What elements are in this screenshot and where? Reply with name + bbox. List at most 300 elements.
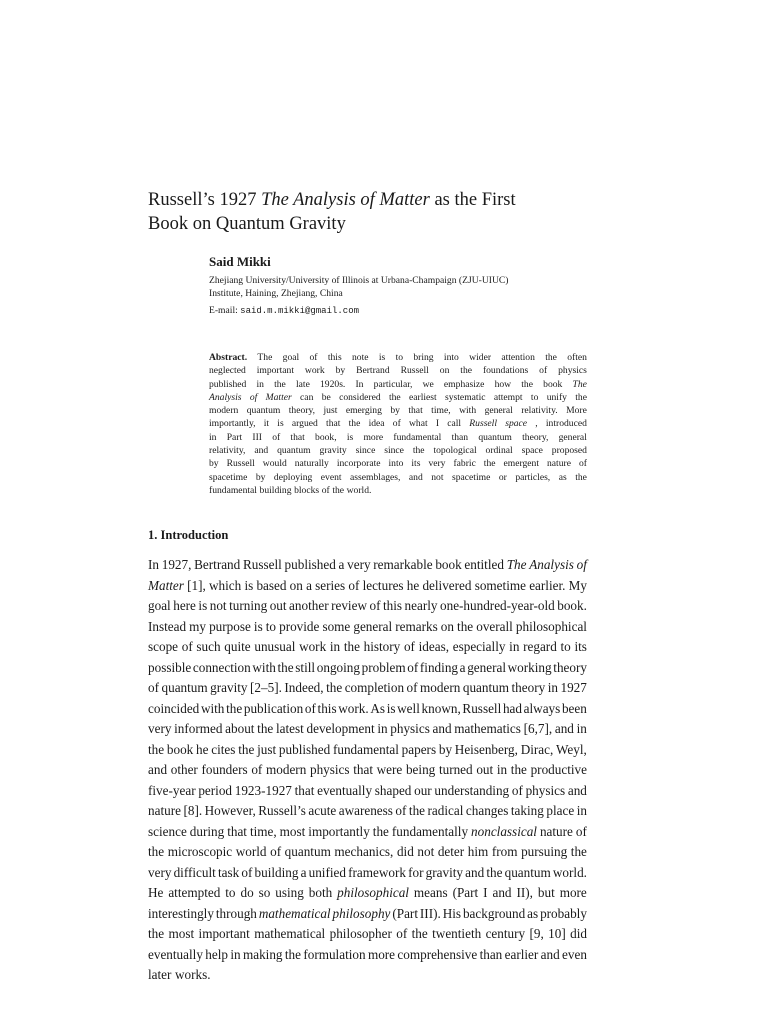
word: of — [392, 418, 401, 430]
word: scope — [148, 639, 179, 654]
body-line — [148, 760, 587, 781]
word: Russell — [400, 365, 429, 377]
word: of — [249, 391, 258, 403]
word: published — [278, 741, 331, 757]
word: most — [279, 823, 306, 839]
word: He — [148, 885, 164, 900]
word: neglected — [209, 365, 246, 377]
word: formulation — [303, 946, 366, 962]
word: relativity. — [521, 405, 558, 417]
word: quantum — [246, 405, 281, 417]
word: making — [242, 946, 283, 962]
body-line — [148, 904, 587, 925]
word: the — [257, 721, 274, 736]
word: be — [321, 391, 331, 403]
word: on — [289, 577, 303, 593]
word: building — [254, 864, 299, 880]
word: The — [257, 352, 273, 363]
word: ideas, — [418, 639, 450, 654]
word: well — [397, 700, 420, 716]
body-line — [148, 740, 587, 761]
word: pursuing — [521, 844, 568, 859]
word: which — [209, 577, 242, 593]
word: (Part — [392, 905, 418, 921]
word: world. — [552, 864, 587, 880]
word: framework — [348, 864, 406, 880]
word: gravity — [210, 680, 248, 695]
word: philosophical — [337, 885, 409, 900]
abstract-line — [209, 417, 587, 430]
word: in — [576, 803, 587, 818]
word: of — [270, 844, 282, 859]
word: quantum — [478, 431, 512, 443]
word: fundamental — [209, 484, 257, 496]
word: for — [408, 864, 424, 880]
word: of — [251, 762, 263, 777]
body-line — [148, 781, 587, 802]
word: importantly, — [209, 418, 256, 430]
word: [2–5]. — [250, 680, 282, 695]
word: the — [408, 803, 426, 818]
word: general — [558, 431, 587, 443]
word: of — [406, 680, 418, 695]
word: series — [315, 577, 346, 593]
word: nature — [539, 823, 573, 839]
word: emphasize — [443, 378, 485, 390]
word: More — [566, 405, 587, 417]
word: and — [408, 471, 423, 483]
word: the — [372, 823, 389, 839]
word: sometime — [474, 577, 526, 593]
word: just — [257, 741, 277, 757]
title-text: Russell’s 1927 — [148, 190, 262, 210]
word: been — [561, 700, 587, 716]
word: help — [205, 946, 228, 962]
word: ongoing — [316, 659, 360, 675]
word: earlier. — [529, 577, 566, 593]
word: As — [370, 700, 386, 716]
word: can — [300, 391, 314, 403]
body-line — [148, 801, 587, 822]
word: modern — [420, 680, 461, 695]
word: fundamentally — [391, 823, 469, 839]
word: earlier — [504, 946, 539, 962]
word: interestingly — [148, 905, 214, 921]
word: most — [168, 926, 195, 941]
word: theory, — [288, 405, 316, 417]
word: overall — [476, 618, 513, 634]
word: mechanics, — [334, 844, 394, 859]
word: (Part — [452, 885, 479, 900]
word: [8]. — [183, 803, 203, 818]
word: since — [384, 445, 404, 457]
word: is — [346, 431, 354, 443]
affiliation-line: Institute, Haining, Zhejiang, China — [209, 288, 343, 299]
word: general — [467, 659, 506, 675]
word: particles, — [515, 471, 551, 483]
word: than — [451, 431, 469, 443]
word: importantly — [308, 823, 370, 839]
word: Part — [226, 431, 243, 443]
word: [1], — [187, 577, 206, 593]
word: Russell — [462, 700, 502, 716]
word: even — [562, 946, 587, 962]
word: not — [417, 844, 435, 859]
word: background — [462, 905, 526, 921]
word: finding — [419, 659, 459, 675]
word: physics — [390, 721, 430, 736]
word: of — [241, 864, 253, 880]
word: gravity — [425, 864, 463, 880]
word: in — [377, 721, 388, 736]
word: task — [217, 864, 240, 880]
word: the — [343, 639, 360, 654]
word: the — [412, 445, 425, 457]
word: fundamental — [393, 431, 442, 443]
word: Bertrand — [194, 557, 241, 572]
word: awareness — [338, 803, 393, 818]
word: philosophy — [332, 905, 391, 921]
word: entitled — [464, 557, 504, 572]
word: Indeed, — [284, 680, 324, 695]
word: latest — [275, 721, 304, 736]
word: in — [329, 639, 341, 654]
word: understanding — [434, 782, 510, 798]
abstract — [209, 351, 587, 497]
word: not — [431, 471, 444, 483]
word: of — [272, 431, 281, 443]
word: incorporate — [336, 458, 381, 470]
word: and — [540, 946, 560, 962]
body-line — [148, 842, 587, 863]
word: Russell — [242, 557, 282, 572]
word: purpose — [209, 618, 251, 634]
word: on — [439, 365, 450, 377]
word: time, — [249, 823, 277, 839]
word: I — [483, 885, 488, 900]
word: Abstract. — [209, 352, 248, 363]
word: out — [269, 598, 287, 613]
word: philosopher — [329, 926, 392, 941]
word: him — [467, 844, 489, 859]
word: very — [148, 864, 172, 880]
abstract-line — [209, 444, 587, 457]
word: world — [235, 844, 267, 859]
word: of — [578, 458, 587, 470]
word: completion — [344, 680, 405, 695]
word: twentieth — [432, 926, 482, 941]
body-line — [148, 555, 587, 576]
word: [6,7], — [523, 721, 553, 736]
word: its — [574, 639, 587, 654]
title-text: as the First — [429, 190, 516, 210]
word: book. — [557, 598, 587, 613]
word: with — [200, 700, 225, 716]
word: Weyl, — [556, 741, 587, 757]
title-book-name: The Analysis of Matter — [261, 190, 430, 210]
word: mathematical — [258, 905, 331, 921]
word: more — [363, 431, 384, 443]
abstract-line — [209, 471, 587, 484]
word: world. — [346, 484, 372, 496]
word: a — [459, 659, 466, 675]
word: general — [484, 405, 513, 417]
word: of — [511, 782, 523, 798]
word: III). — [419, 905, 441, 921]
word: to — [225, 885, 236, 900]
word: 1927 — [560, 680, 587, 695]
word: 10] — [548, 926, 566, 941]
word: a — [338, 557, 345, 572]
word: unusual — [254, 639, 296, 654]
word: founders — [201, 762, 248, 777]
word: that — [294, 782, 315, 798]
word: of — [403, 639, 415, 654]
word: to — [560, 639, 571, 654]
word: Russell — [469, 418, 498, 430]
word: physics — [525, 782, 566, 798]
word: about — [225, 721, 255, 736]
word: mathematical — [254, 926, 326, 941]
word: My — [568, 577, 587, 593]
body-line — [148, 596, 587, 617]
word: of — [576, 557, 587, 572]
word: the — [274, 378, 286, 390]
word: introduced — [545, 418, 587, 430]
word: means — [413, 885, 448, 900]
body-line — [148, 699, 587, 720]
word: works. — [175, 967, 211, 982]
word: quantum — [277, 445, 311, 457]
word: and — [432, 721, 452, 736]
word: it — [263, 418, 270, 430]
word: probably — [540, 905, 587, 921]
word: the — [521, 378, 533, 390]
word: 1923-1927 — [234, 782, 292, 798]
word: the — [348, 418, 361, 430]
word: Heisenberg, — [454, 741, 518, 757]
word: foundations — [482, 365, 529, 377]
abstract-line — [209, 364, 587, 377]
word: to — [265, 618, 277, 634]
word: systematic — [445, 391, 486, 403]
email-address[interactable]: said.m.mikki@gmail.com — [240, 306, 359, 316]
word: Matter — [265, 391, 292, 403]
word: period — [198, 782, 233, 798]
word: on — [440, 618, 454, 634]
word: in — [509, 639, 520, 654]
word: five-year — [148, 782, 196, 798]
abstract-line — [209, 351, 587, 364]
word: relativity, — [209, 445, 246, 457]
word: quantum — [284, 844, 331, 859]
word: is — [386, 700, 396, 716]
word: science — [148, 823, 187, 839]
word: note — [352, 352, 369, 363]
word: nonclassical — [471, 823, 537, 839]
affiliation-line: Zhejiang University/University of Illinois at Urbana-Champaign (ZJU-UIUC) — [209, 275, 509, 286]
word: based — [256, 577, 287, 593]
word: Bertrand — [356, 365, 390, 377]
word: topological — [433, 445, 477, 457]
word: space — [521, 445, 543, 457]
word: fabric — [453, 458, 476, 470]
word: microscopic — [167, 844, 233, 859]
word: in — [209, 431, 217, 443]
word: this — [317, 700, 337, 716]
word: nature — [547, 458, 571, 470]
body-line — [148, 822, 587, 843]
word: often — [567, 352, 587, 363]
abstract-line — [209, 457, 587, 470]
word: is — [244, 577, 254, 593]
email-label: E-mail: — [209, 305, 241, 316]
word: just — [323, 405, 338, 417]
word: regard — [523, 639, 557, 654]
word: of — [304, 700, 316, 716]
word: lectures — [362, 577, 404, 593]
word: eventually — [317, 782, 373, 798]
word: my — [189, 618, 207, 634]
word: that — [353, 762, 373, 777]
word: and — [148, 762, 168, 777]
word: is — [198, 598, 208, 613]
word: [9, — [529, 926, 544, 941]
word: emerging — [345, 405, 382, 417]
word: idea — [368, 418, 385, 430]
word: century — [485, 926, 526, 941]
word: both — [308, 885, 333, 900]
body-line — [148, 719, 587, 740]
word: delivered — [422, 577, 472, 593]
word: building — [259, 484, 292, 496]
word: important — [198, 926, 250, 941]
word: quantum — [161, 680, 208, 695]
word: that — [408, 405, 423, 417]
word: what — [408, 418, 428, 430]
word: provide — [279, 618, 320, 634]
word: nature — [148, 803, 181, 818]
word: by — [335, 365, 346, 377]
word: using — [275, 885, 304, 900]
word: III — [252, 431, 262, 443]
paper-title — [148, 188, 608, 236]
word: the — [575, 391, 587, 403]
word: that — [326, 418, 341, 430]
body-line — [148, 658, 587, 679]
word: another — [289, 598, 329, 613]
word: His — [442, 905, 462, 921]
word: that — [290, 431, 305, 443]
body-line — [148, 617, 587, 638]
body-line — [148, 965, 587, 986]
word: space — [505, 418, 528, 430]
word: of — [369, 598, 381, 613]
word: more — [559, 885, 587, 900]
word: taking — [510, 803, 544, 818]
word: 1920s. — [320, 378, 346, 390]
word: of — [321, 484, 330, 496]
word: comprehensive — [397, 946, 478, 962]
word: than — [479, 946, 503, 962]
body-line — [148, 863, 587, 884]
word: here — [173, 598, 196, 613]
word: of — [181, 639, 193, 654]
word: a — [306, 577, 312, 593]
word: book, — [315, 431, 337, 443]
word: working — [507, 659, 552, 675]
word: quite — [224, 639, 251, 654]
word: to — [530, 391, 539, 403]
word: II), — [516, 885, 533, 900]
word: of — [407, 659, 419, 675]
word: ordinal — [485, 445, 513, 457]
word: earliest — [408, 391, 437, 403]
word: bring — [413, 352, 434, 363]
word: mathematics — [454, 721, 521, 736]
word: problem — [361, 659, 406, 675]
word: by — [255, 471, 266, 483]
word: work — [304, 365, 325, 377]
word: unified — [308, 864, 346, 880]
word: did — [570, 926, 587, 941]
word: the — [457, 618, 474, 634]
word: the — [510, 762, 527, 777]
word: still — [295, 659, 316, 675]
word: did — [396, 844, 414, 859]
word: philosophical — [515, 618, 587, 634]
word: with — [459, 405, 477, 417]
word: remarkable — [373, 557, 433, 572]
word: a — [300, 864, 307, 880]
word: he — [196, 741, 209, 757]
word: this — [327, 352, 342, 363]
word: gravity — [319, 445, 347, 457]
word: blocks — [294, 484, 320, 496]
word: this — [382, 598, 403, 613]
word: such — [196, 639, 221, 654]
word: attempted — [168, 885, 221, 900]
word: is — [378, 352, 386, 363]
word: possible — [148, 659, 192, 675]
word: Analysis — [209, 391, 242, 403]
word: In — [355, 378, 364, 390]
word: theory — [511, 680, 546, 695]
word: call — [447, 418, 462, 430]
abstract-line — [209, 431, 587, 444]
word: productive — [530, 762, 587, 777]
word: Matter — [148, 577, 184, 593]
word: the — [570, 844, 587, 859]
word: the — [575, 471, 587, 483]
author-name: Said Mikki — [209, 254, 271, 269]
word: in — [547, 680, 558, 695]
word: very — [347, 557, 371, 572]
word: place — [546, 803, 575, 818]
word: especially — [452, 639, 506, 654]
word: book — [435, 557, 462, 572]
word: the — [545, 352, 557, 363]
word: into — [443, 352, 459, 363]
abstract-line — [209, 404, 587, 417]
word: very — [428, 458, 446, 470]
word: were — [376, 762, 403, 777]
word: had — [502, 700, 522, 716]
introduction-body — [148, 555, 587, 986]
word: The — [572, 378, 587, 390]
word: not — [209, 598, 227, 613]
word: the — [284, 946, 301, 962]
